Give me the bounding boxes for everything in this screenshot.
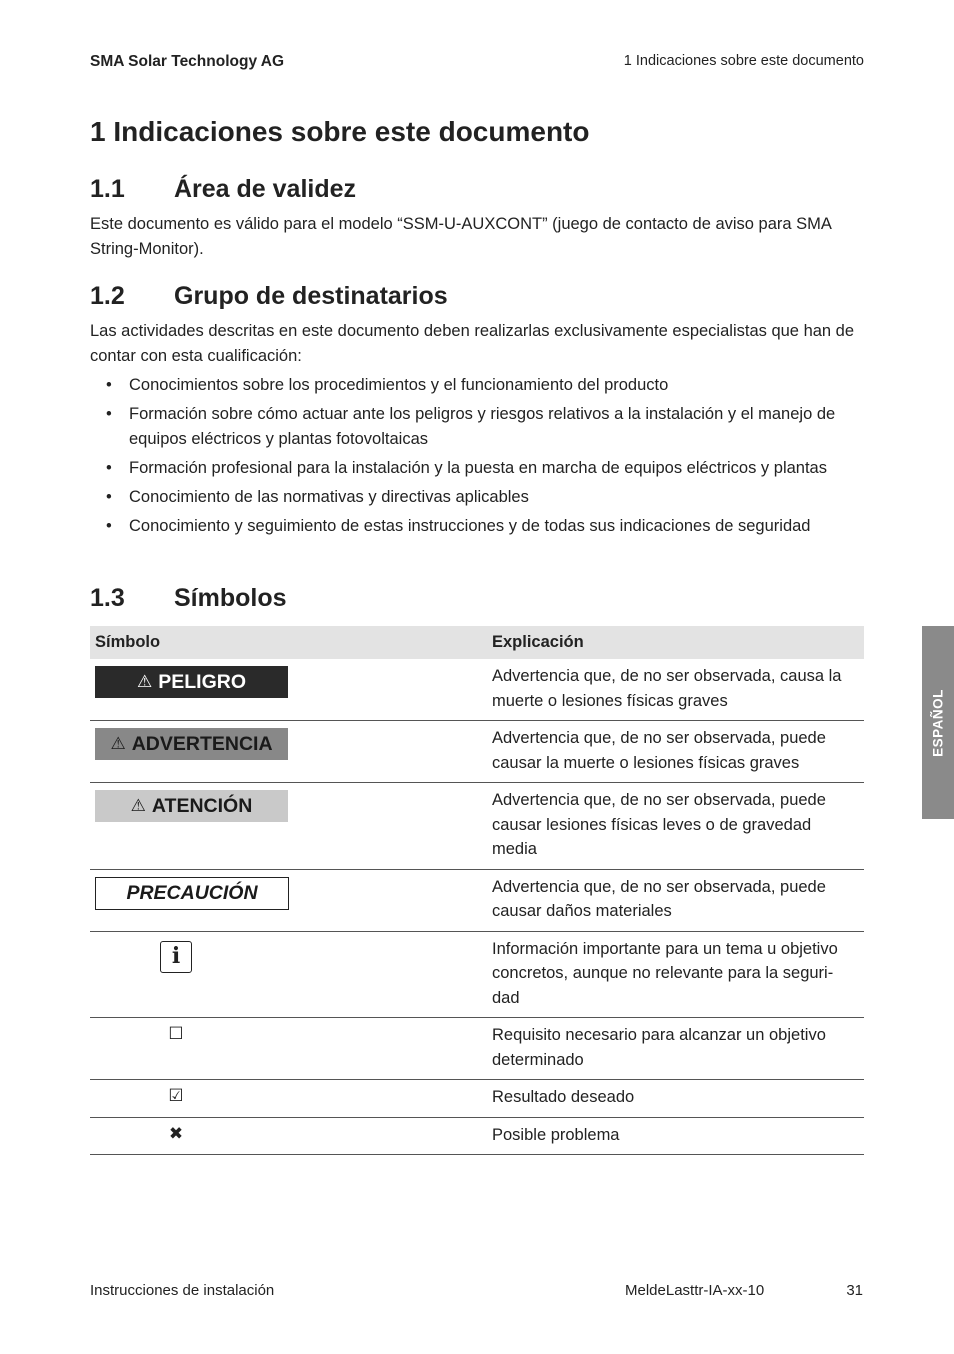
bullet-icon: •	[106, 516, 112, 535]
explanation-cell: Requisito necesario para alcanzar un objetivo determinado	[478, 1018, 864, 1080]
header-company: SMA Solar Technology AG	[90, 53, 285, 70]
header-running-title: 1 Indicaciones sobre este documento	[623, 53, 864, 69]
bullet-icon: •	[106, 487, 112, 506]
list-item	[90, 373, 870, 398]
language-label: ESPAÑOL	[930, 688, 946, 757]
symbol-cell	[90, 1018, 478, 1080]
explanation-cell: Información importante para un tema u objetivo concretos, aunque no relevante para la seguri-dad	[478, 931, 864, 1018]
table-row	[90, 783, 864, 870]
section-number: 1.1	[90, 175, 125, 203]
column-header-explanation: Explicación	[478, 626, 864, 659]
list-item-text: Formación profesional para la instalación y la puesta en marcha de equipos eléctricos y plantas	[129, 458, 827, 477]
warning-badge	[95, 728, 288, 760]
audience-paragraph: Las actividades descritas en este documento deben realizarlas exclusivamente especialistas que han de contar con esta cualificación:	[90, 322, 855, 365]
checked-checkbox-icon: ☑	[168, 1086, 184, 1106]
symbol-cell	[90, 1117, 478, 1155]
table-row	[90, 721, 864, 783]
badge-label: ATENCIÓN	[151, 794, 253, 817]
chapter-title: 1 Indicaciones sobre este documento	[90, 116, 590, 147]
notice-badge	[95, 877, 289, 910]
section-heading-1-3	[90, 584, 287, 613]
list-item	[90, 402, 870, 451]
explanation-cell: Posible problema	[478, 1117, 864, 1155]
section-title: Símbolos	[174, 584, 287, 612]
list-item	[90, 456, 870, 481]
danger-badge	[95, 666, 288, 698]
language-side-tab	[922, 626, 954, 819]
qualification-list	[90, 373, 870, 543]
bullet-icon: •	[106, 458, 112, 477]
explanation-cell: Resultado deseado	[478, 1080, 864, 1118]
list-item-text: Conocimiento y seguimiento de estas instrucciones y de todas sus indicaciones de seguridad	[129, 516, 811, 535]
list-item	[90, 514, 870, 539]
symbol-cell	[90, 783, 478, 870]
validity-paragraph: Este documento es válido para el modelo “SSM-U-AUXCONT” (juego de contacto de aviso para SMA String-Monitor).	[90, 215, 832, 258]
column-header-symbol: Símbolo	[90, 626, 478, 659]
badge-label: PELIGRO	[158, 670, 246, 693]
table-row	[90, 869, 864, 931]
badge-label: ADVERTENCIA	[131, 732, 273, 755]
explanation-cell: Advertencia que, de no ser observada, puede causar daños materiales	[478, 869, 864, 931]
table-row	[90, 931, 864, 1018]
symbol-cell	[90, 659, 478, 721]
footer-doc-code: MeldeLasttr-IA-xx-10	[625, 1282, 765, 1299]
empty-checkbox-icon: ☐	[168, 1024, 184, 1044]
list-item-text: Formación sobre cómo actuar ante los peligros y riesgos relativos a la instalación y el manejo de equipos eléctricos y plantas fotovoltaicas	[129, 405, 836, 448]
section-heading-1-1	[90, 175, 356, 204]
bullet-icon: •	[106, 405, 112, 423]
explanation-cell: Advertencia que, de no ser observada, causa la muerte o lesiones físicas graves	[478, 659, 864, 721]
list-item-text: Conocimientos sobre los procedimientos y el funcionamiento del producto	[129, 376, 669, 394]
footer-doc-type: Instrucciones de instalación	[90, 1282, 275, 1299]
table-row	[90, 1018, 864, 1080]
table-row	[90, 1080, 864, 1118]
bullet-icon: •	[106, 376, 112, 394]
warning-triangle-icon: ⚠	[136, 671, 153, 691]
section-heading-1-2	[90, 282, 448, 311]
table-header-row	[90, 626, 864, 659]
page-number: 31	[846, 1282, 863, 1299]
section-number: 1.3	[90, 584, 125, 612]
badge-label: PRECAUCIÓN	[126, 881, 258, 904]
table-row	[90, 659, 864, 721]
table-row	[90, 1117, 864, 1155]
section-number: 1.2	[90, 282, 125, 310]
info-icon: i	[160, 941, 192, 973]
caution-badge	[95, 790, 288, 822]
symbol-cell	[90, 931, 478, 1018]
symbol-cell	[90, 869, 478, 931]
cross-icon: ✖	[168, 1123, 184, 1144]
explanation-cell: Advertencia que, de no ser observada, puede causar lesiones físicas leves o de gravedad media	[478, 783, 864, 870]
list-item	[90, 485, 870, 510]
symbol-cell	[90, 721, 478, 783]
symbols-table	[90, 626, 864, 1155]
warning-triangle-icon: ⚠	[110, 733, 126, 753]
symbol-cell	[90, 1080, 478, 1118]
section-title: Grupo de destinatarios	[174, 282, 448, 310]
warning-triangle-icon: ⚠	[130, 795, 146, 815]
list-item-text: Conocimiento de las normativas y directivas aplicables	[129, 487, 529, 506]
section-title: Área de validez	[174, 175, 357, 203]
explanation-cell: Advertencia que, de no ser observada, puede causar la muerte o lesiones físicas graves	[478, 721, 864, 783]
